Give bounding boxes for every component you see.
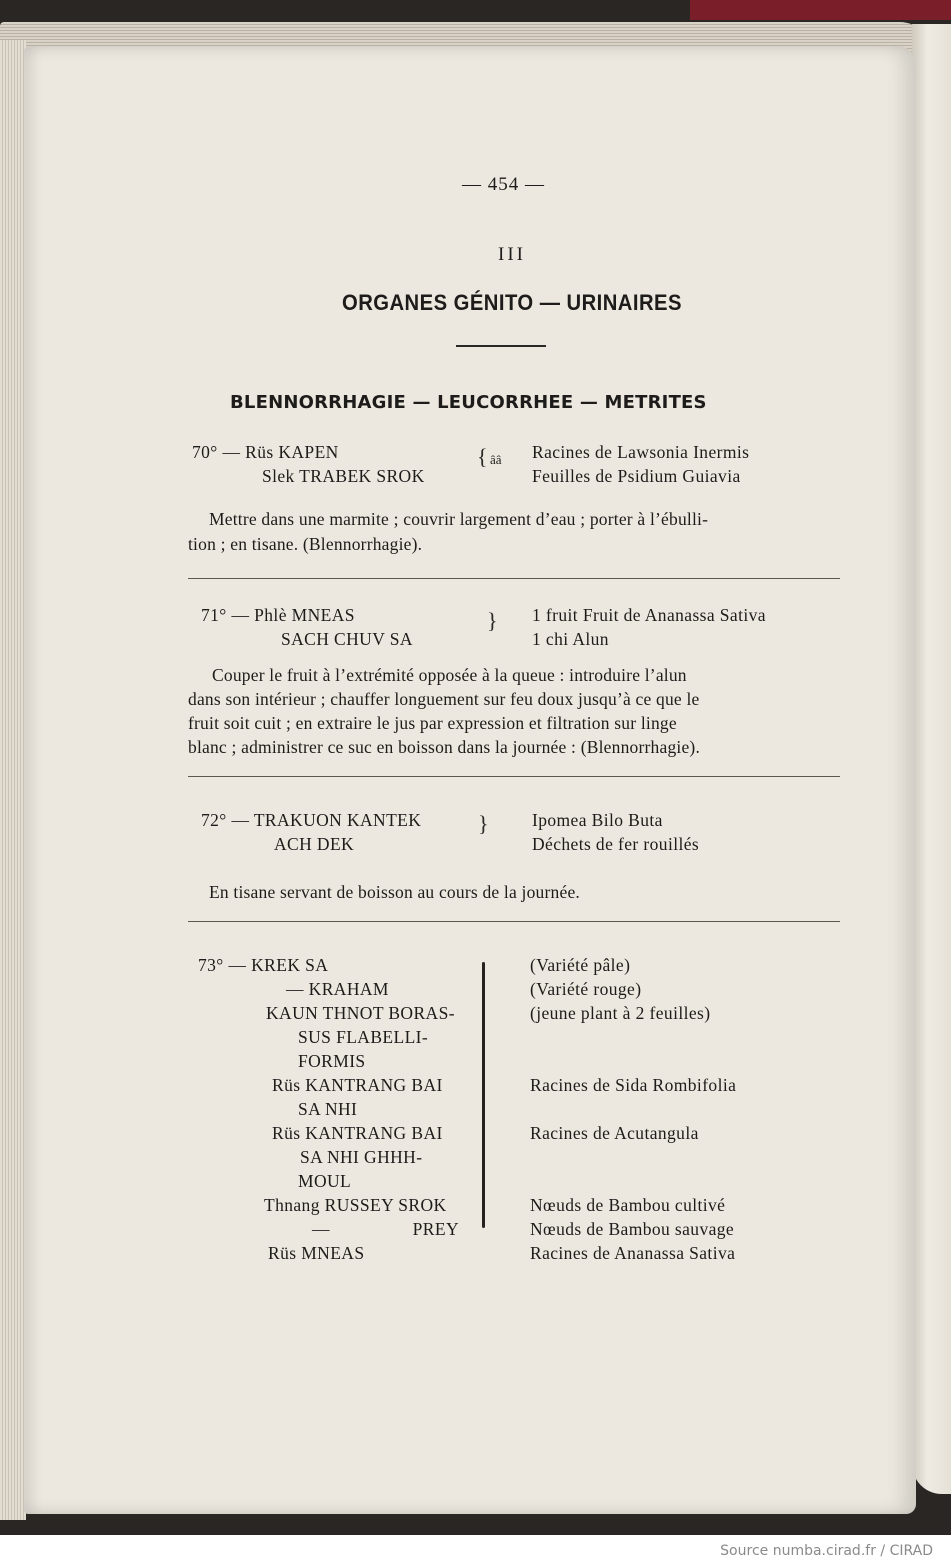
entry-72-name-2: ACH DEK (274, 834, 355, 854)
entry-73-name: Rüs KANTRANG BAI (272, 1123, 443, 1143)
entry-72-brace: } (478, 811, 489, 836)
entry-71-text-line-1: Couper le fruit à l’extrémité opposée à la queue : introduire l’alun (212, 665, 687, 685)
entry-71-text-line-4: blanc ; administrer ce suc en boisson dans la journée : (Blennorrhagie). (188, 737, 701, 757)
entry-71-text-line-2: dans son intérieur ; chauffer longuement sur feu doux jusqu’à ce que le (188, 689, 700, 709)
entry-71-text-line-3: fruit soit cuit ; en extraire le jus par expression et filtration sur linge (188, 713, 677, 733)
entry-73-desc: Nœuds de Bambou sauvage (530, 1219, 735, 1239)
entry-71-brace: } (487, 608, 498, 633)
entry-72-text-line-1: En tisane servant de boisson au cours de la journée. (209, 882, 580, 902)
entry-70-text-line-2: tion ; en tisane. (Blennorrhagie). (188, 534, 423, 554)
entry-71-name-2: SACH CHUV SA (281, 629, 413, 649)
entry-73-name: SUS FLABELLI- (298, 1027, 429, 1047)
title-rule (456, 345, 546, 347)
entry-73-name: — KRAHAM (286, 979, 389, 999)
chapter-title: ORGANES GÉNITO — URINAIRES (342, 290, 682, 315)
separator-1 (188, 578, 840, 579)
part-number: III (498, 244, 526, 265)
entry-73-name: SA NHI GHHH- (300, 1147, 423, 1167)
entry-73-desc: Racines de Ananassa Sativa (530, 1243, 736, 1263)
entry-70-quantity: ââ (490, 452, 502, 467)
book-cover-edge (690, 0, 951, 20)
entry-71-desc-2: 1 chi Alun (532, 629, 609, 649)
source-credit: Source numba.cirad.fr / CIRAD (720, 1543, 933, 1559)
entry-73-name: KAUN THNOT BORAS- (266, 1003, 455, 1023)
entry-70-text-line-1: Mettre dans une marmite ; couvrir largement d’eau ; porter à l’ébulli- (209, 509, 709, 529)
entry-72-name-1: 72° — TRAKUON KANTEK (201, 810, 422, 830)
entry-73-name-1: 73° — KREK SA (198, 955, 329, 975)
entry-71-name-1: 71° — Phlè MNEAS (201, 605, 355, 625)
entry-70-name-2: Slek TRABEK SROK (262, 466, 425, 486)
entry-73-desc: (Variété rouge) (530, 979, 642, 999)
entry-73-desc: Racines de Sida Rombifolia (530, 1075, 737, 1095)
entry-72-desc-2: Déchets de fer rouillés (532, 834, 700, 854)
entry-70-brace: { (477, 444, 488, 469)
entry-73-brace (482, 962, 485, 1228)
entry-70-name-1: 70° — Rüs KAPEN (192, 442, 339, 462)
separator-3 (188, 921, 840, 922)
page-stack-left (0, 40, 26, 1520)
entry-73-name: SA NHI (298, 1099, 358, 1119)
entry-73-name: Thnang RUSSEY SROK (264, 1195, 447, 1215)
book-page (24, 46, 916, 1514)
page-number: — 454 — (462, 174, 545, 195)
facing-page-edge (912, 24, 951, 1494)
entry-73-name: Rüs KANTRANG BAI (272, 1075, 443, 1095)
entry-73-desc: Racines de Acutangula (530, 1123, 699, 1143)
entry-73-desc: Nœuds de Bambou cultivé (530, 1195, 726, 1215)
entry-70-desc-2: Feuilles de Psidium Guiavia (532, 466, 741, 486)
entry-73-desc: (jeune plant à 2 feuilles) (530, 1003, 711, 1023)
entry-73-name: Rüs MNEAS (268, 1243, 365, 1263)
entry-73-name: MOUL (298, 1171, 352, 1191)
entry-73-name: FORMIS (298, 1051, 366, 1071)
entry-71-desc-1: 1 fruit Fruit de Ananassa Sativa (532, 605, 766, 625)
section-title: BLENNORRHAGIE — LEUCORRHEE — METRITES (230, 392, 707, 413)
separator-2 (188, 776, 840, 777)
entry-73-name: — PREY (312, 1219, 460, 1239)
entry-73-desc: (Variété pâle) (530, 955, 631, 975)
entry-72-desc-1: Ipomea Bilo Buta (532, 810, 663, 830)
entry-70-desc-1: Racines de Lawsonia Inermis (532, 442, 750, 462)
